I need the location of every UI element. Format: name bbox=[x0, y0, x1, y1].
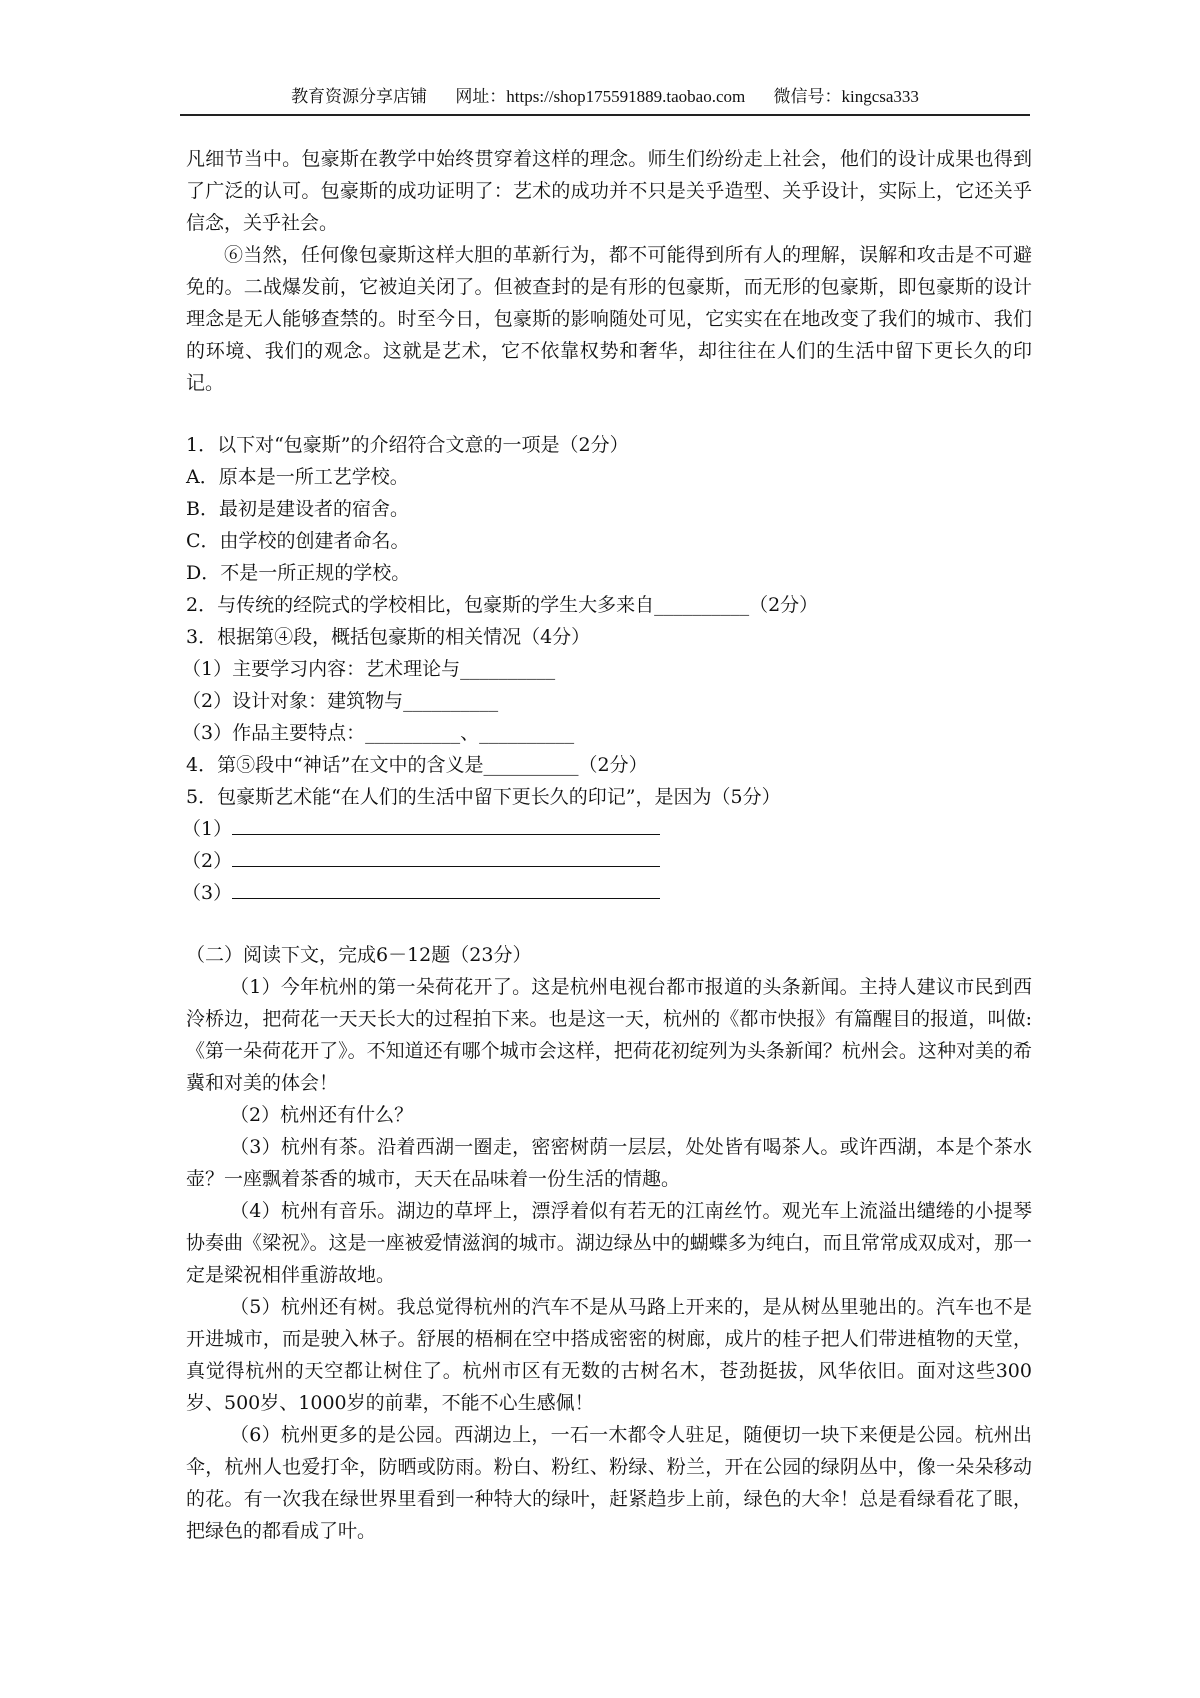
question-1-option-d: D．不是一所正规的学校。 bbox=[186, 562, 411, 584]
question-3-part-2: （2）设计对象：建筑物与__________ bbox=[182, 690, 499, 712]
passage2-paragraph3: （3）杭州有茶。沿着西湖一圈走，密密树荫一层层，处处皆有喝茶人。或许西湖，本是个茶水壶？一座飘着茶香的城市，天天在品味着一份生活的情趣。 bbox=[186, 1136, 1032, 1190]
passage1-paragraph5-continued: 凡细节当中。包豪斯在教学中始终贯穿着这样的理念。师生们纷纷走上社会，他们的设计成果也得到了广泛的认可。包豪斯的成功证明了：艺术的成功并不只是关乎造型、关乎设计，实际上，它还关乎信念，关乎社会。 bbox=[186, 148, 1032, 234]
passage2-paragraph5: （5）杭州还有树。我总觉得杭州的汽车不是从马路上开来的，是从树丛里驰出的。汽车也不是开进城市，而是驶入林子。舒展的梧桐在空中搭成密密的树廊，成片的桂子把人们带进植物的天堂，真觉得杭州的天空都让树住了。杭州市区有无数的古树名木，苍劲挺拔，风华依旧。面对这些300岁、500岁、1000岁的前辈，不能不心生感佩！ bbox=[186, 1296, 1032, 1414]
answer-blank bbox=[232, 814, 660, 835]
passage2-paragraph2: （2）杭州还有什么？ bbox=[230, 1104, 414, 1126]
header-url: 网址：https://shop175591889.taobao.com bbox=[455, 87, 746, 106]
answer-blank bbox=[232, 846, 660, 867]
spacer bbox=[186, 399, 1032, 429]
section-2-heading: （二）阅读下文，完成6－12题（23分） bbox=[186, 944, 532, 966]
passage2-paragraph4: （4）杭州有音乐。湖边的草坪上，漂浮着似有若无的江南丝竹。观光车上流溢出缱绻的小提琴协奏曲《梁祝》。这是一座被爱情滋润的城市。湖边绿丛中的蝴蝶多为纯白，而且常常成双成对，那一定是梁祝相伴重游故地。 bbox=[186, 1200, 1032, 1286]
header-shop-name: 教育资源分享店铺 bbox=[291, 87, 428, 106]
header-wechat: 微信号：kingcsa333 bbox=[773, 87, 919, 106]
question-5-answer-1 bbox=[182, 813, 1032, 845]
answer-number: （2） bbox=[182, 850, 233, 872]
question-3-part-3: （3）作品主要特点：__________、__________ bbox=[182, 722, 575, 744]
document-body bbox=[182, 143, 1032, 1547]
answer-number: （3） bbox=[182, 882, 233, 904]
question-3: 3．根据第④段，概括包豪斯的相关情况（4分） bbox=[186, 626, 591, 648]
question-3-part-1: （1）主要学习内容：艺术理论与__________ bbox=[182, 658, 556, 680]
question-5: 5．包豪斯艺术能“在人们的生活中留下更长久的印记”，是因为（5分） bbox=[186, 786, 781, 808]
answer-number: （1） bbox=[182, 818, 233, 840]
question-1-option-b: B．最初是建设者的宿舍。 bbox=[186, 498, 409, 520]
question-1-option-a: A．原本是一所工艺学校。 bbox=[186, 466, 409, 488]
question-4: 4．第⑤段中“神话”在文中的含义是__________（2分） bbox=[186, 754, 648, 776]
passage2-paragraph1: （1）今年杭州的第一朵荷花开了。这是杭州电视台都市报道的头条新闻。主持人建议市民到西泠桥边，把荷花一天天长大的过程拍下来。也是这一天，杭州的《都市快报》有篇醒目的报道，叫做:《第一朵荷花开了》。不知道还有哪个城市会这样，把荷花初绽列为头条新闻？杭州会。这种对美的希冀和对美的体会！ bbox=[186, 976, 1032, 1094]
question-5-answer-3 bbox=[182, 877, 1032, 909]
spacer bbox=[186, 909, 1032, 939]
question-1-option-c: C．由学校的创建者命名。 bbox=[186, 530, 410, 552]
answer-blank bbox=[232, 878, 660, 899]
question-2: 2．与传统的经院式的学校相比，包豪斯的学生大多来自__________（2分） bbox=[186, 594, 819, 616]
passage2-paragraph6: （6）杭州更多的是公园。西湖边上，一石一木都令人驻足，随便切一块下来便是公园。杭州出伞，杭州人也爱打伞，防晒或防雨。粉白、粉红、粉绿、粉兰，开在公园的绿阴丛中，像一朵朵移动的花。有一次我在绿世界里看到一种特大的绿叶，赶紧趋步上前，绿色的大伞！总是看绿看花了眼，把绿色的都看成了叶。 bbox=[186, 1424, 1032, 1542]
passage1-paragraph6: ⑥当然，任何像包豪斯这样大胆的革新行为，都不可能得到所有人的理解，误解和攻击是不可避免的。二战爆发前，它被迫关闭了。但被查封的是有形的包豪斯，而无形的包豪斯，即包豪斯的设计理念是无人能够查禁的。时至今日，包豪斯的影响随处可见，它实实在在地改变了我们的城市、我们的环境、我们的观念。这就是艺术，它不依靠权势和奢华，却往往在人们的生活中留下更长久的印记。 bbox=[186, 244, 1032, 394]
page-header bbox=[180, 86, 1030, 116]
question-1: 1．以下对“包豪斯”的介绍符合文意的一项是（2分） bbox=[186, 434, 629, 456]
question-5-answer-2 bbox=[182, 845, 1032, 877]
